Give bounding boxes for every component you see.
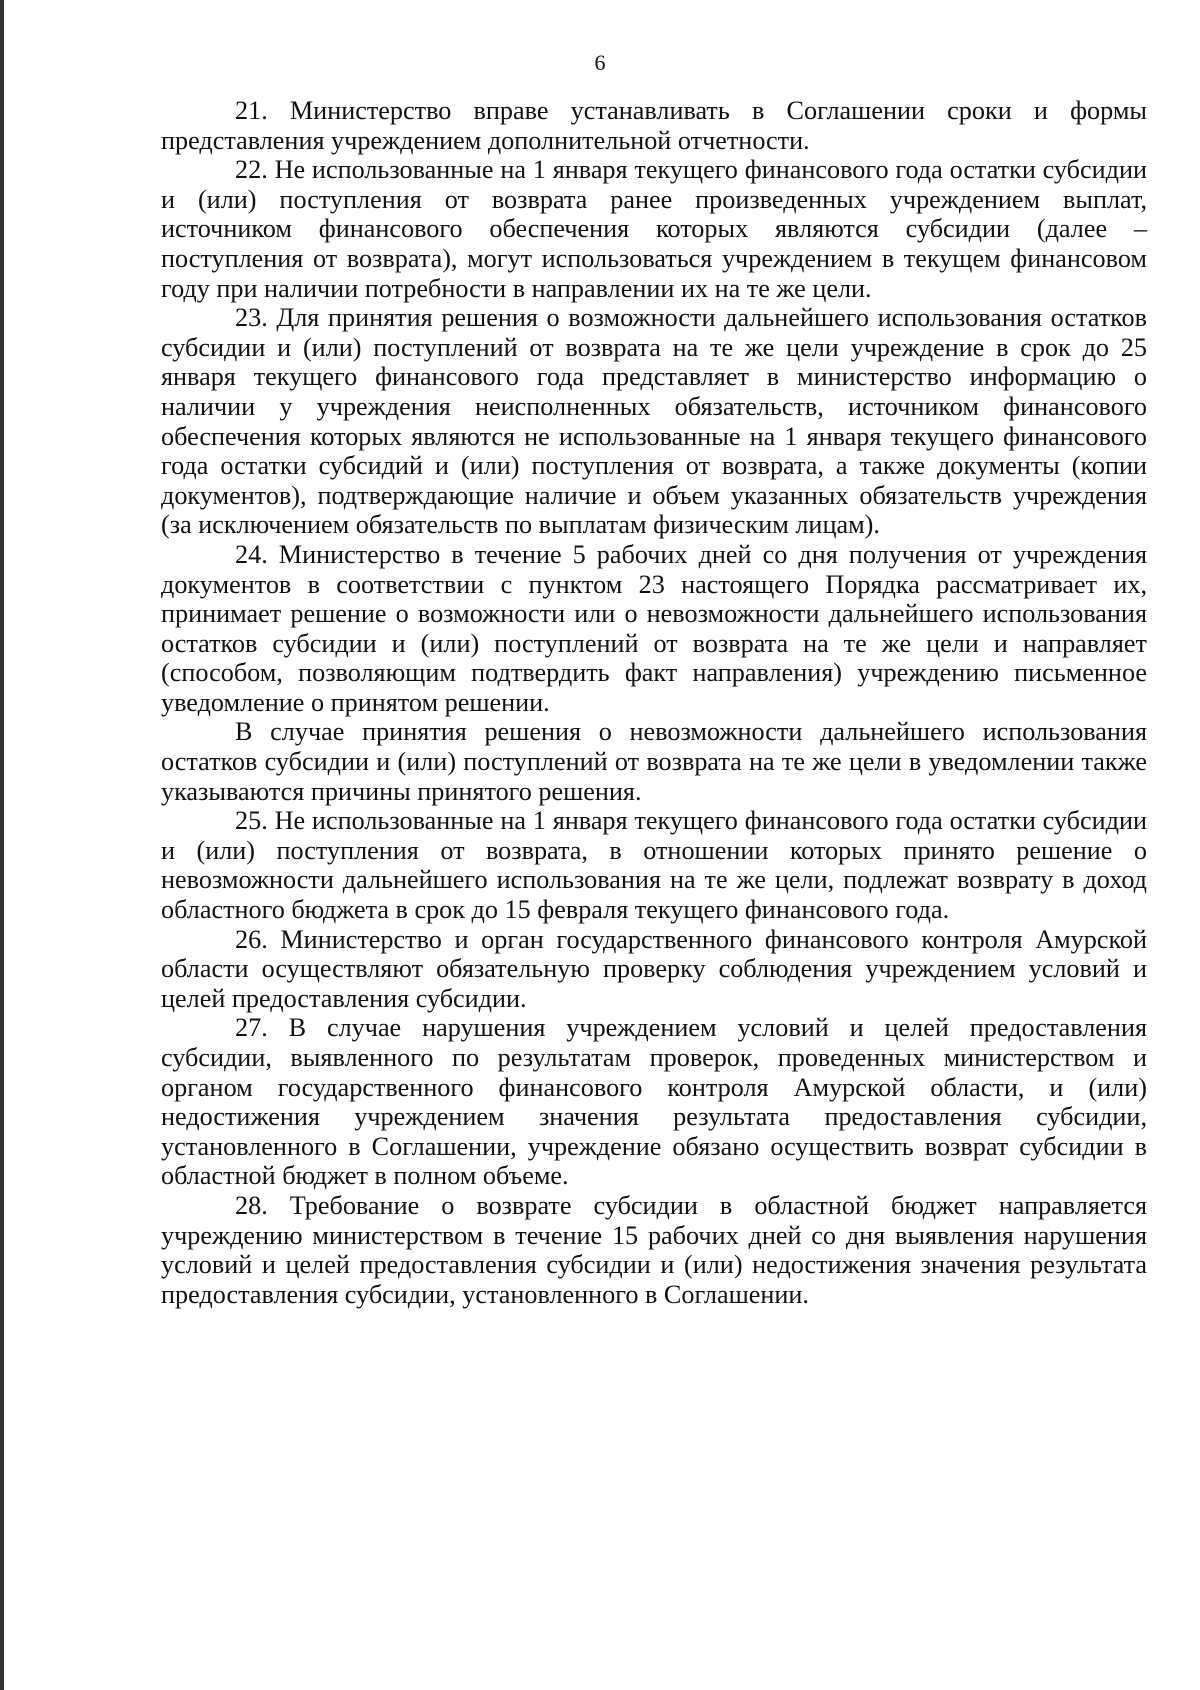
paragraph-25: 25. Не использованные на 1 января текущего финансового года остатки субсидии и (или) поступления от возврата, в отношении которых принято решение о невозможности дальнейшего использования на те же цели, подлежат возврату в доход областного бюджета в срок до 15 февраля текущего финансового года. — [161, 806, 1147, 925]
paragraph-22: 22. Не использованные на 1 января текущего финансового года остатки субсидии и (или) поступления от возврата ранее произведенных учреждением выплат, источником финансового обеспечения которых являются субсидии (далее – поступления от возврата), могут использоваться учреждением в текущем финансовом году при наличии потребности в направлении их на те же цели. — [161, 155, 1147, 303]
paragraph-24: 24. Министерство в течение 5 рабочих дней со дня получения от учреждения документов в соответствии с пунктом 23 настоящего Порядка рассматривает их, принимает решение о возможности или о невозможности дальнейшего использования остатков субсидии и (или) поступлений от возврата на те же цели и направляет (способом, позволяющим подтвердить факт направления) учреждению письменное уведомление о принятом решении. — [161, 539, 1147, 717]
paragraph-28: 28. Требование о возврате субсидии в областной бюджет направляется учреждению министерством в течение 15 рабочих дней со дня выявления нарушения условий и целей предоставления субсидии и (или) недостижения значения результата предоставления субсидии, установленного в Соглашении. — [161, 1190, 1147, 1309]
paragraph-27: 27. В случае нарушения учреждением условий и целей предоставления субсидии, выявленного по результатам проверок, проведенных министерством и органом государственного финансового контроля Амурской области, и (или) недостижения учреждением значения результата предоставления субсидии, установленного в Соглашении, учреждение обязано осуществить возврат субсидии в областной бюджет в полном объеме. — [161, 1013, 1147, 1191]
document-body — [161, 96, 1147, 1309]
paragraph-23: 23. Для принятия решения о возможности дальнейшего использования остатков субсидии и (или) поступлений от возврата на те же цели учреждение в срок до 25 января текущего финансового года представляет в министерство информацию о наличии у учреждения неисполненных обязательств, источником финансового обеспечения которых являются не использованные на 1 января текущего финансового года остатки субсидий и (или) поступления от возврата, а также документы (копии документов), подтверждающие наличие и объем указанных обязательств учреждения (за исключением обязательств по выплатам физическим лицам). — [161, 303, 1147, 540]
paragraph-26: 26. Министерство и орган государственного финансового контроля Амурской области осуществляют обязательную проверку соблюдения учреждением условий и целей предоставления субсидии. — [161, 924, 1147, 1013]
paragraph-21: 21. Министерство вправе устанавливать в Соглашении сроки и формы представления учреждением дополнительной отчетности. — [161, 96, 1147, 155]
page-number: 6 — [594, 50, 606, 75]
scan-edge — [0, 0, 4, 1690]
paragraph-24-continued: В случае принятия решения о невозможности дальнейшего использования остатков субсидии и (или) поступлений от возврата на те же цели в уведомлении также указываются причины принятого решения. — [161, 717, 1147, 806]
